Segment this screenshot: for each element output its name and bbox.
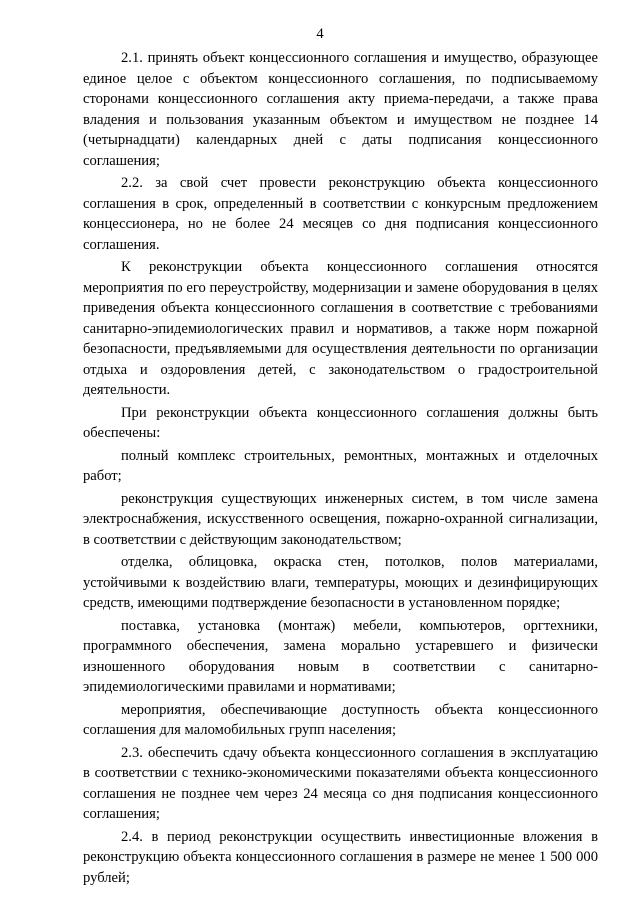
reconstruction-definition: К реконструкции объекта концессионного соглашения относятся мероприятия по его переустройству, модернизации и замене оборудования в целях приведения объекта концессионного соглашения в соответствие с требованиями санитарно-эпидемиологических правил и нормативов, а также норм пожарной безопасности, предъявляемыми для осуществления деятельности по организации отдыха и оздоровления детей, с законодательством о градостроительной деятельности. (83, 259, 598, 398)
clause-2-2: 2.2. за свой счет провести реконструкцию объекта концессионного соглашения в срок, определенный в соответствии с конкурсным предложением концессионера, но не более 24 месяцев со дня подписания концессионного соглашения. (83, 175, 598, 253)
requirement-engineering-systems: реконструкция существующих инженерных систем, в том числе замена электроснабжения, искусственного освещения, пожарно-охранной сигнализации, в соответствии с действующим законодательством; (83, 490, 598, 548)
reconstruction-requirements-intro: При реконструкции объекта концессионного соглашения должны быть обеспечены: (83, 404, 598, 441)
requirement-accessibility: мероприятия, обеспечивающие доступность объекта концессионного соглашения для маломобильных групп населения; (83, 701, 598, 738)
requirement-construction-works: полный комплекс строительных, ремонтных, монтажных и отделочных работ; (83, 447, 598, 484)
clause-2-4: 2.4. в период реконструкции осуществить инвестиционные вложения в реконструкцию объекта концессионного соглашения в размере не менее 1 500 000 рублей; (83, 828, 598, 886)
clause-2-3: 2.3. обеспечить сдачу объекта концессионного соглашения в эксплуатацию в соответствии с технико-экономическими показателями объекта концессионного соглашения не позднее чем через 24 месяца со дня подписания концессионного соглашения; (83, 744, 598, 822)
requirement-finishing: отделка, облицовка, окраска стен, потолков, полов материалами, устойчивыми к воздействию влаги, температуры, моющих и дезинфицирующих средств, имеющими подтверждение безопасности в установленном порядке; (83, 554, 598, 611)
document-body (83, 48, 598, 890)
clause-2-1: 2.1. принять объект концессионного соглашения и имущество, образующее единое целое с объектом концессионного соглашения, по подписываемому сторонами концессионного соглашения акту приема-передачи, а также права владения и пользования указанным объектом и имуществом не позднее 14 (четырнадцати) календарных дней с даты подписания концессионного соглашения; (83, 50, 598, 169)
page-number: 4 (316, 26, 324, 42)
requirement-equipment: поставка, установка (монтаж) мебели, компьютеров, оргтехники, программного обеспечения, замена морально устаревшего и физически изношенного оборудования новым в соответствии с санитарно-эпидемиологическими правилами и нормативами; (83, 617, 598, 695)
